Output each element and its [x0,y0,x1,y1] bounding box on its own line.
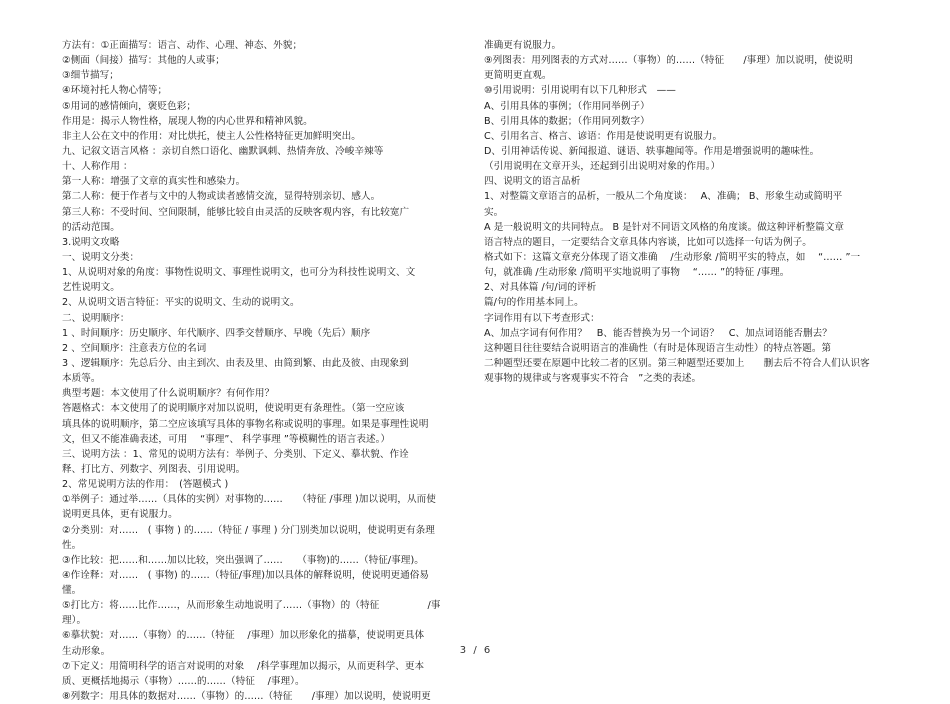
left-column [62,38,472,704]
text-line: 性。 [62,539,82,551]
text-line: 这种题目往往要结合说明语言的准确性（有时是体现语言生动性）的特点答题。第 [484,342,832,354]
text-line: ⑥摹状貌：对……（事物）的……（特征 /事理）加以形象化的描摹，使说明更具体 [62,630,425,642]
text-line: 格式如下：这篇文章充分体现了语文准确 /生动形象 /简明平实的特点，如 “…… ”一 [484,251,861,263]
text-line: 典型考题：本文使用了什么说明顺序？有何作用？ [62,388,275,400]
text-line: ⑤打比方：将……比作……，从而形象生动地说明了……（事物）的（特征 /事 [62,600,441,612]
text-line: B、引用具体的数据；（作用同列数字） [484,115,650,127]
text-line: 一、说明文分类： [62,251,140,263]
text-line: 2、常见说明方法的作用： (答题模式 ) [62,479,229,491]
text-line: 第一人称：增强了文章的真实性和感染力。 [62,176,246,188]
text-line: 准确更有说服力。 [484,40,562,51]
page-current: 3 [459,645,467,656]
text-line: D、引用神话传说、新闻报道、谜语、轶事趣闻等。作用是增强说明的趣味性。 [484,145,820,157]
text-line: 释、打比方、列数字、列图表、引用说明。 [62,463,246,475]
text-line: 第三人称：不受时间、空间限制，能够比较自由灵活的反映客观内容，有比较宽广 [62,206,410,218]
text-line: C、引用名言、格言、谚语：作用是使说明更有说服力。 [484,130,723,142]
page-separator: / [473,645,477,656]
text-line: 2、对具体篇 /句/词的评析 [484,282,597,294]
text-line: ②分类别：对…… ( 事物 ) 的……（特征 / 事理 ) 分门别类加以说明，使说明更有条理 [62,524,435,536]
text-line: 非主人公在文中的作用：对比烘托，使主人公性格特征更加鲜明突出。 [62,130,361,142]
text-line: 更简明更直观。 [484,70,552,82]
text-line: ③细节描写； [62,70,119,82]
page-total: 6 [483,645,491,656]
text-line: 生动形象。 [62,645,111,657]
text-line: A、加点字词有何作用？ B、能否替换为另一个词语？ C、加点词语能否删去？ [484,327,832,339]
text-line: ④作诠释：对…… ( 事物) 的……（特征/事理)加以具体的解释说明，使说明更通俗易 [62,569,430,581]
text-line: 1、对整篇文章语言的品析，一般从二个角度谈： A、准确； B、形象生动或简明平 [484,191,843,203]
text-line: 1、从说明对象的角度：事物性说明文、事理性说明文，也可分为科技性说明文、文 [62,267,416,279]
text-line: 文，但又不能准确表述，可用 “事理”、 科学事理 ”等模糊性的语言表述。） [62,433,391,445]
text-line: 3 、逻辑顺序：先总后分、由主到次、由表及里、由简到繁、由此及彼、由现象到 [62,357,409,369]
text-line: ③作比较：把……和……加以比较，突出强调了…… （事物)的……（特征/事理)。 [62,554,424,566]
text-line: 2、从说明文语言特征：平实的说明文、生动的说明文。 [62,297,300,309]
text-line: 本质等。 [62,373,101,385]
text-line: 的活动范围。 [62,221,120,233]
text-line: 字词作用有以下考查形式： [484,312,600,324]
text-line: 填具体的说明顺序，第二空应该填写具体的事物名称或说明的事理。如果是事理性说明 [62,418,429,430]
text-line: 说明更具体，更有说服力。 [62,509,178,521]
text-line: A、引用具体的事例；（作用同举例子） [484,100,650,112]
text-line: ⑩引用说明：引用说明有以下几种形式 —— [484,85,676,97]
page-number [0,645,950,656]
text-line: ⑦下定义：用简明科学的语言对说明的对象 /科学事理加以揭示，从而更科学、更本 [62,660,425,672]
text-line: 懂。 [62,585,82,597]
text-line: 方法有：①正面描写：语言、动作、心理、神态、外貌； [62,40,303,51]
text-line: 九、记叙文语言风格 ：亲切自然口语化、幽默讽刺、热情奔放、冷峻辛辣等 [62,145,384,157]
text-line: 3.说明文攻略 [62,236,120,248]
text-line: ①举例子：通过举……（具体的实例）对事物的…… （特征 /事理 )加以说明，从而使 [62,494,436,506]
text-line: 二、说明顺序： [62,312,130,324]
text-line: A 是一般说明文的共同特点。 B 是针对不同语文风格的角度谈。做这种评析整篇文章 [484,221,845,233]
text-line: ⑤用词的感情倾向，褒贬色彩； [62,100,197,112]
text-line: 二种题型还要在原题中比较二者的区别。第三种题型还要加上 删去后不符合人们认识客 [484,357,870,369]
text-line: 句，就准确 /生动形象 /简明平实地说明了事物 “…… ”的特征 /事理。 [484,267,790,279]
text-line: ⑨列图表：用列图表的方式对……（事物）的……（特征 /事理）加以说明，使说明 [484,55,853,67]
text-line: 四、说明文的语言品析 [484,176,581,188]
text-line: 篇/句的作用基本同上。 [484,297,584,309]
text-line: （引用说明在文章开头，还起到引出说明对象的作用。） [484,161,721,173]
text-line: ⑧列数字：用具体的数据对……（事物）的……（特征 /事理）加以说明，使说明更 [62,691,431,703]
text-line: ④环境衬托人物心情等； [62,85,168,97]
text-line: 质、更概括地揭示（事物）……的……（特征 /事理）。 [62,675,305,687]
text-line: 观事物的规律或与客观事实不符合 ”之类的表述。 [484,373,702,385]
text-line: 第二人称：便于作者与文中的人物或读者感情交流，显得特别亲切、感人。 [62,191,381,203]
text-line: 实。 [484,206,504,218]
text-line: 语言特点的题目，一定要结合文章具体内容谈，比如可以选择一句话为例子。 [484,236,812,248]
text-line: 2 、空间顺序：注意表方位的名词 [62,342,207,354]
text-line: 艺性说明文。 [62,282,120,294]
text-line: 1 、时间顺序：历史顺序、年代顺序、四季交替顺序、早晚（先后）顺序 [62,327,371,339]
text-line: ②侧面（间接）描写：其他的人或事； [62,55,225,67]
right-column [484,38,894,386]
text-line: 作用是：揭示人物性格，展现人物的内心世界和精神风貌。 [62,115,313,127]
text-line: 答题格式：本文使用了的说明顺序对加以说明，使说明更有条理性。（第一空应该 [62,403,405,415]
text-line: 理）。 [62,615,87,627]
text-line: 三、说明方法 ：1、常见的说明方法有：举例子、分类别、下定义、摹状貌、作诠 [62,448,409,460]
text-line: 十、人称作用 ： [62,161,133,173]
